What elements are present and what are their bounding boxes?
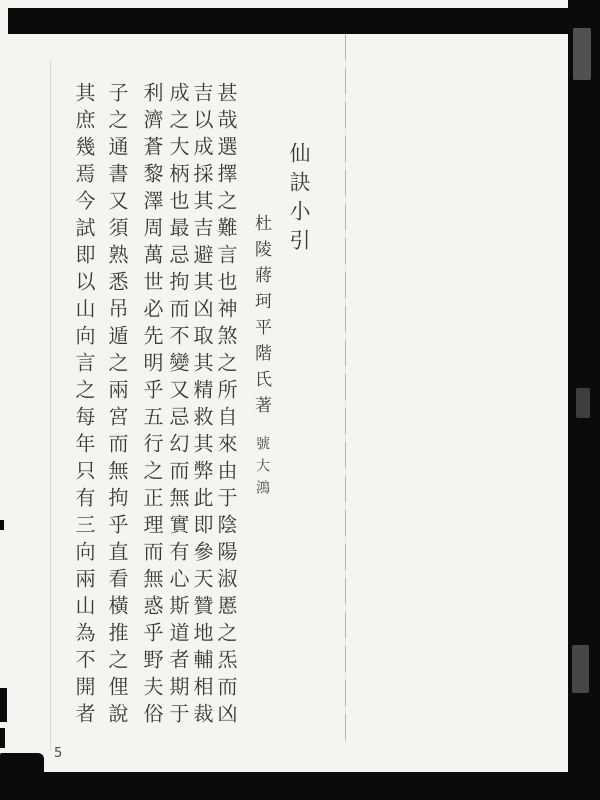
author-byline: 杜陵蔣珂平階氏著 bbox=[251, 214, 271, 422]
scan-smudge-bottom-left bbox=[0, 753, 44, 777]
scan-wear-mark bbox=[573, 28, 591, 80]
text-column-4: 利濟蒼黎澤周萬世必先明乎五行之正理而無惑乎野夫俗 bbox=[140, 82, 164, 730]
scan-mark-left-edge bbox=[0, 520, 4, 530]
scan-border-top bbox=[8, 8, 600, 34]
text-column-3: 成之大柄也最忌拘而不變又忌幻而無實有心斯道者期于 bbox=[166, 82, 190, 730]
scan-mark-left-edge bbox=[0, 728, 5, 748]
page-title: 仙訣小引 bbox=[287, 142, 311, 258]
scan-border-bottom bbox=[0, 772, 600, 800]
author-byline-note: 號大鴻 bbox=[254, 436, 270, 502]
text-column-2: 吉以成採其吉避其凶取其精救其弊此即參天贊地輔相裁 bbox=[190, 82, 214, 730]
left-margin-line bbox=[50, 60, 51, 750]
scan-wear-mark bbox=[572, 645, 589, 693]
scan-wear-mark bbox=[576, 388, 590, 418]
text-column-6: 其庶幾焉今試即以山向言之每年只有三向兩山為不開者 bbox=[72, 82, 96, 730]
scan-mark-left-edge bbox=[0, 688, 7, 722]
text-column-5: 子之通書又須熟悉吊遁之兩宮而無拘乎直看橫推之俚說 bbox=[105, 82, 129, 730]
text-column-1: 甚哉選擇之難言也神煞之所自來由于陰陽淑慝之炁而凶 bbox=[214, 82, 238, 730]
page-number: 5 bbox=[54, 746, 63, 761]
page-fold-line bbox=[345, 34, 346, 746]
